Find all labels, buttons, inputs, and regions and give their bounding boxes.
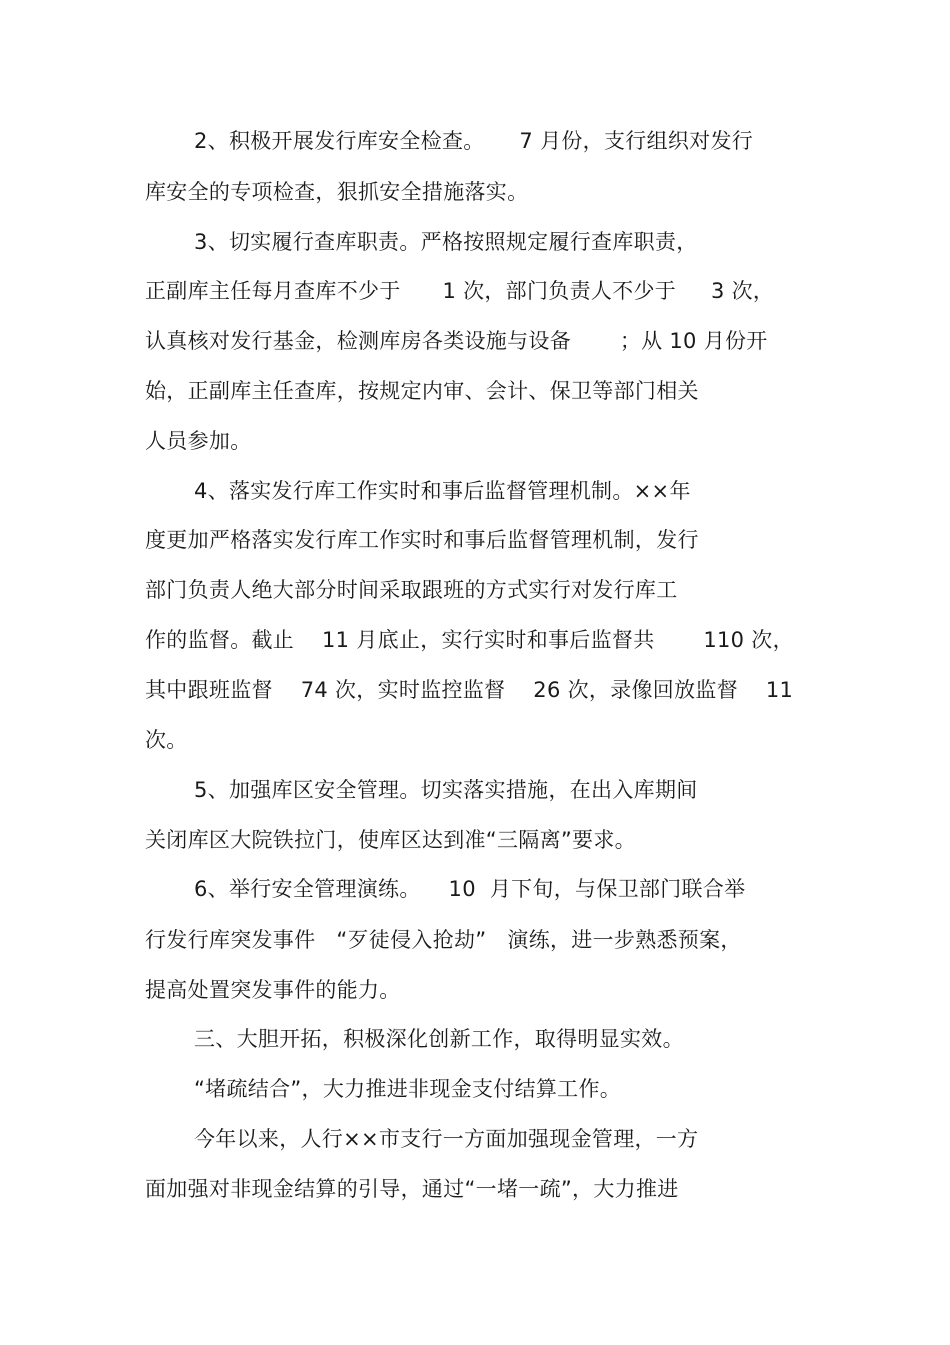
- text-line-15: 关闭库区大院铁拉门，使库区达到准“三隔离”要求。: [145, 828, 636, 852]
- text-line-4: 正副库主任每月查库不少于 1 次，部门负责人不少于 3 次，: [145, 279, 775, 303]
- text-line-6: 始，正副库主任查库，按规定内审、会计、保卫等部门相关: [145, 379, 699, 403]
- text-line-22: 面加强对非现金结算的引导，通过“一堵一疏”，大力推进: [145, 1177, 679, 1201]
- text-line-19: 三、大胆开拓，积极深化创新工作，取得明显实效。: [194, 1027, 684, 1051]
- text-line-18: 提高处置突发事件的能力。: [145, 978, 401, 1002]
- text-line-21: 今年以来，人行××市支行一方面加强现金管理，一方: [194, 1127, 699, 1151]
- text-line-17: 行发行库突发事件 “歹徒侵入抢劫” 演练，进一步熟悉预案，: [145, 928, 742, 952]
- text-line-12: 其中跟班监督 74 次，实时监控监督 26 次，录像回放监督 11: [145, 678, 794, 702]
- text-line-7: 人员参加。: [145, 429, 252, 453]
- text-line-9: 度更加严格落实发行库工作实时和事后监督管理机制，发行: [145, 528, 699, 552]
- text-line-5: 认真核对发行基金，检测库房各类设施与设备 ；从 10 月份开: [145, 329, 768, 353]
- text-line-11: 作的监督。截止 11 月底止，实行实时和事后监督共 110 次，: [145, 628, 794, 652]
- text-line-16: 6、举行安全管理演练。 10 月下旬，与保卫部门联合举: [194, 877, 746, 901]
- text-line-2: 库安全的专项检查，狠抓安全措施落实。: [145, 180, 529, 204]
- text-line-14: 5、加强库区安全管理。切实落实措施，在出入库期间: [194, 778, 698, 802]
- text-line-8: 4、落实发行库工作实时和事后监督管理机制。××年: [194, 479, 691, 503]
- text-line-3: 3、切实履行查库职责。严格按照规定履行查库职责，: [194, 230, 698, 254]
- text-line-1: 2、积极开展发行库安全检查。 7 月份，支行组织对发行: [194, 129, 754, 153]
- text-line-10: 部门负责人绝大部分时间采取跟班的方式实行对发行库工: [145, 578, 678, 602]
- text-line-20: “堵疏结合”，大力推进非现金支付结算工作。: [194, 1077, 622, 1101]
- text-line-13: 次。: [145, 728, 188, 752]
